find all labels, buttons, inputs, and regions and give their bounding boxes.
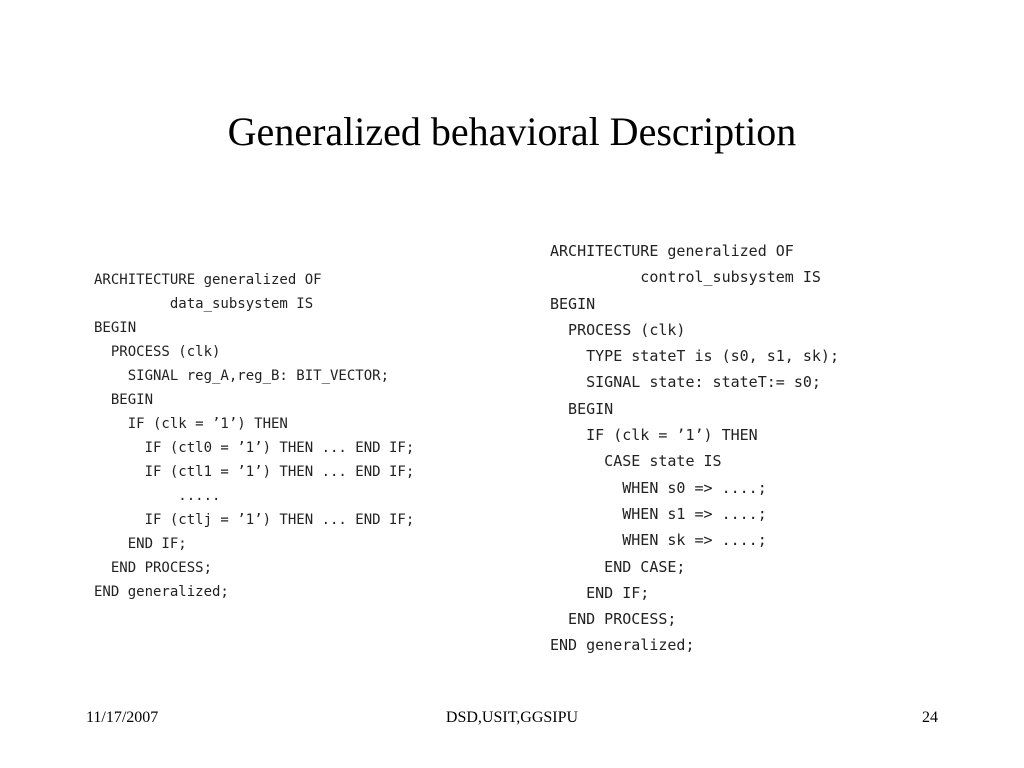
- code-line: END generalized;: [550, 636, 695, 655]
- code-line: BEGIN: [94, 392, 154, 408]
- code-line: ARCHITECTURE generalized OF: [94, 272, 322, 288]
- code-line: END generalized;: [94, 584, 229, 600]
- slide-title: Generalized behavioral Description: [227, 109, 797, 154]
- code-line: TYPE stateT is (s0, s1, sk);: [550, 347, 839, 366]
- code-line: PROCESS (clk): [550, 320, 686, 339]
- footer-date: 11/17/2007: [86, 709, 159, 726]
- code-line: SIGNAL state: stateT:= s0;: [550, 373, 821, 392]
- code-line: END CASE;: [550, 557, 686, 576]
- code-line: control_subsystem IS: [550, 268, 821, 287]
- code-line: WHEN s0 => ....;: [550, 478, 767, 497]
- code-line: data_subsystem IS: [94, 296, 314, 312]
- footer-page-number: 24: [922, 709, 938, 726]
- code-line: END IF;: [94, 536, 187, 552]
- footer-organization: DSD,USIT,GGSIPU: [445, 709, 579, 726]
- code-line: .....: [94, 488, 221, 504]
- code-line: IF (ctl0 = ’1’) THEN ... END IF;: [94, 440, 415, 456]
- code-line: PROCESS (clk): [94, 344, 221, 360]
- code-line: IF (ctl1 = ’1’) THEN ... END IF;: [94, 464, 415, 480]
- code-line: BEGIN: [550, 399, 614, 418]
- code-line: IF (clk = ’1’) THEN: [550, 426, 758, 445]
- code-line: END IF;: [550, 583, 650, 602]
- code-line: WHEN sk => ....;: [550, 531, 767, 550]
- code-block-control-subsystem: [550, 238, 839, 659]
- code-block-data-subsystem: [94, 268, 414, 604]
- code-line: END PROCESS;: [94, 560, 213, 576]
- code-line: BEGIN: [550, 294, 596, 313]
- code-line: BEGIN: [94, 320, 137, 336]
- code-line: END PROCESS;: [550, 610, 677, 629]
- code-line: WHEN s1 => ....;: [550, 504, 767, 523]
- code-line: IF (clk = ’1’) THEN: [94, 416, 288, 432]
- code-line: IF (ctlj = ’1’) THEN ... END IF;: [94, 512, 415, 528]
- code-line: SIGNAL reg_A,reg_B: BIT_VECTOR;: [94, 368, 390, 384]
- code-line: CASE state IS: [550, 452, 722, 471]
- code-line: ARCHITECTURE generalized OF: [550, 242, 794, 260]
